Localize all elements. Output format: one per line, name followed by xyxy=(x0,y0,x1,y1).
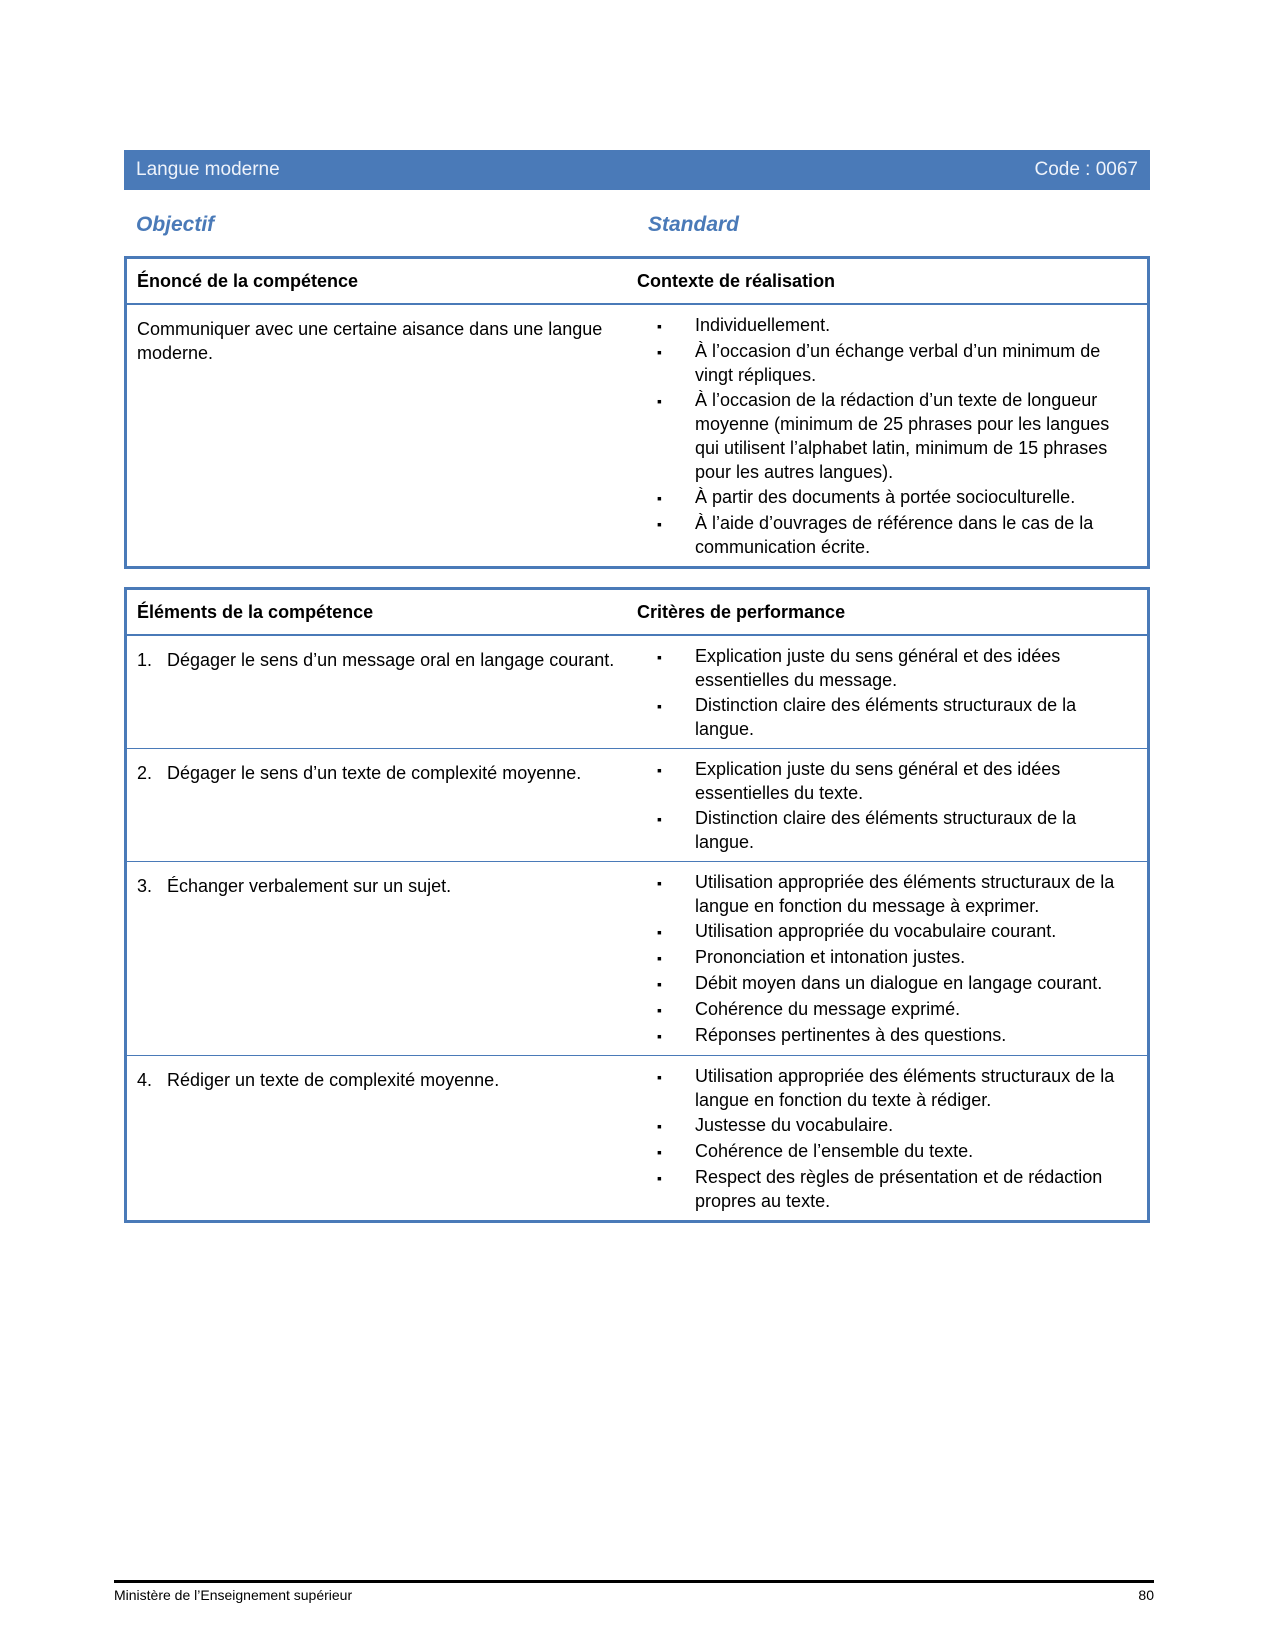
element-row xyxy=(127,748,1147,861)
criteria-list xyxy=(657,870,1137,1048)
list-item: ▪ Individuellement. xyxy=(657,313,1137,338)
bullet-icon xyxy=(657,945,695,970)
bullet-icon xyxy=(657,313,695,338)
bullet-icon xyxy=(657,388,695,484)
bullet-icon xyxy=(657,997,695,1022)
bullet-icon xyxy=(657,485,695,510)
list-item: ▪ À l’occasion de la rédaction d’un texte de longueur moyenne (minimum de 25 phrases pour les langues qui utilisent l’alphabet latin, minimum de 15 phrases pour les autres langues). xyxy=(657,388,1137,484)
bullet-icon xyxy=(657,511,695,559)
bullet-icon xyxy=(657,870,695,918)
list-item: ▪ Prononciation et intonation justes. xyxy=(657,945,1137,970)
element-row xyxy=(127,635,1147,748)
list-item: ▪ Réponses pertinentes à des questions. xyxy=(657,1023,1137,1048)
list-item: ▪ Cohérence du message exprimé. xyxy=(657,997,1137,1022)
bullet-icon xyxy=(657,339,695,387)
page-footer xyxy=(114,1580,1154,1603)
criteria-list xyxy=(657,644,1137,741)
list-item: ▪ Distinction claire des éléments structuraux de la langue. xyxy=(657,806,1137,854)
list-item: ▪ Explication juste du sens général et des idées essentielles du message. xyxy=(657,644,1137,692)
bullet-icon xyxy=(657,1139,695,1164)
context-heading: Contexte de réalisation xyxy=(637,270,836,291)
bullet-icon xyxy=(657,693,695,741)
list-item: ▪ À l’aide d’ouvrages de référence dans le cas de la communication écrite. xyxy=(657,511,1137,559)
bullet-icon xyxy=(657,1023,695,1048)
list-item: ▪ Respect des règles de présentation et de rédaction propres au texte. xyxy=(657,1165,1137,1213)
competence-row xyxy=(127,304,1147,566)
element-text: Échanger verbalement sur un sujet. xyxy=(167,876,452,896)
header-title: Langue moderne xyxy=(136,159,280,180)
elements-box-header xyxy=(127,590,1147,635)
bullet-icon xyxy=(657,757,695,805)
statement-heading: Énoncé de la compétence xyxy=(137,270,359,291)
footer-ministry: Ministère de l’Enseignement supérieur xyxy=(114,1587,353,1603)
page-content xyxy=(124,150,1150,1223)
objective-label: Objectif xyxy=(136,213,215,236)
criteria-list xyxy=(657,1064,1137,1213)
list-item: ▪ Utilisation appropriée du vocabulaire courant. xyxy=(657,919,1137,944)
bullet-icon xyxy=(657,919,695,944)
list-item: ▪ Utilisation appropriée des éléments structuraux de la langue en fonction du texte à rédiger. xyxy=(657,1064,1137,1112)
list-item: ▪ Cohérence de l’ensemble du texte. xyxy=(657,1139,1137,1164)
competence-box-header xyxy=(127,259,1147,304)
standard-label: Standard xyxy=(648,213,740,236)
element-text: Dégager le sens d’un message oral en langage courant. xyxy=(167,650,615,670)
element-row xyxy=(127,1055,1147,1220)
bullet-icon xyxy=(657,1113,695,1138)
list-item: ▪ Débit moyen dans un dialogue en langage courant. xyxy=(657,971,1137,996)
document-header xyxy=(124,150,1150,190)
bullet-icon xyxy=(657,1165,695,1213)
competence-box xyxy=(124,256,1150,569)
bullet-icon xyxy=(657,806,695,854)
bullet-icon xyxy=(657,971,695,996)
list-item: ▪ Justesse du vocabulaire. xyxy=(657,1113,1137,1138)
criteria-list xyxy=(657,757,1137,854)
context-list xyxy=(657,313,1137,559)
elements-box xyxy=(124,587,1150,1223)
element-text: Rédiger un texte de complexité moyenne. xyxy=(167,1070,500,1090)
header-code: Code : 0067 xyxy=(1034,159,1138,180)
list-item: ▪ Explication juste du sens général et des idées essentielles du texte. xyxy=(657,757,1137,805)
element-row xyxy=(127,861,1147,1055)
element-number: 4. xyxy=(137,1070,153,1090)
element-number: 1. xyxy=(137,650,153,670)
bullet-icon xyxy=(657,1064,695,1112)
objective-row xyxy=(124,212,1150,238)
list-item: ▪ Utilisation appropriée des éléments structuraux de la langue en fonction du message à exprimer. xyxy=(657,870,1137,918)
list-item: ▪ Distinction claire des éléments structuraux de la langue. xyxy=(657,693,1137,741)
element-text: Dégager le sens d’un texte de complexité moyenne. xyxy=(167,763,582,783)
list-item: ▪ À partir des documents à portée socioculturelle. xyxy=(657,485,1137,510)
competence-statement: Communiquer avec une certaine aisance dans une langue moderne. xyxy=(137,319,603,363)
criteria-heading: Critères de performance xyxy=(637,601,846,622)
list-item: ▪ À l’occasion d’un échange verbal d’un minimum de vingt répliques. xyxy=(657,339,1137,387)
page-number: 80 xyxy=(1138,1587,1154,1603)
element-number: 2. xyxy=(137,763,153,783)
elements-heading: Éléments de la compétence xyxy=(137,601,374,622)
bullet-icon xyxy=(657,644,695,692)
element-number: 3. xyxy=(137,876,153,896)
